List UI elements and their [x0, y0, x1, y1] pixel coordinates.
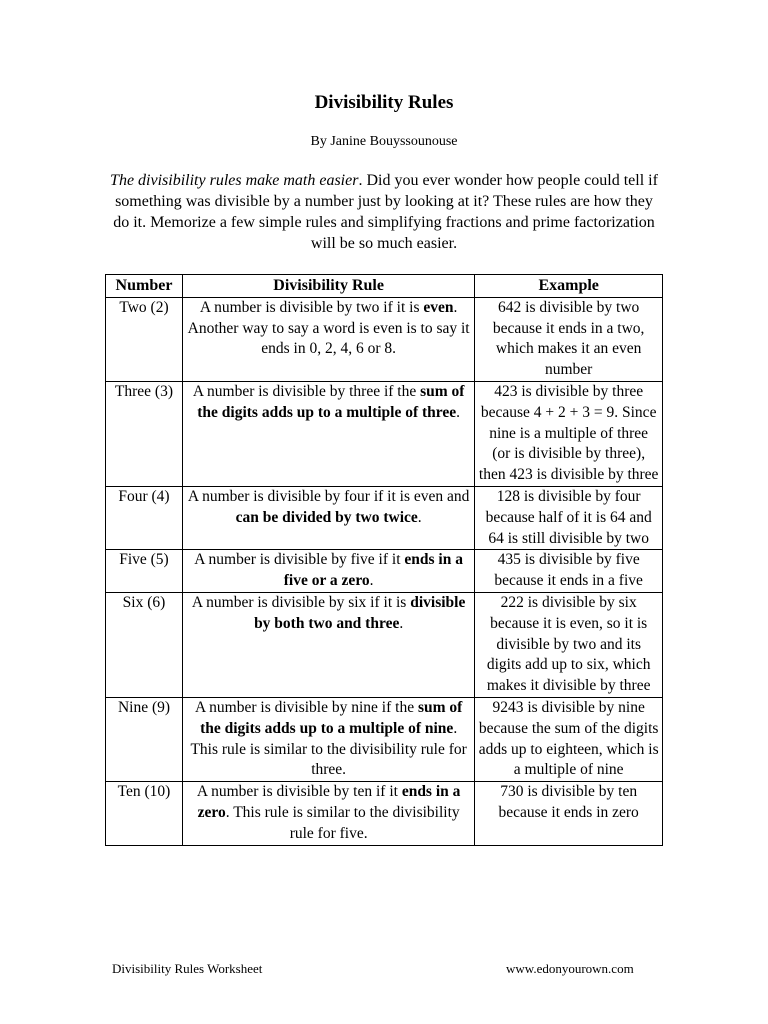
rule-text: . [369, 572, 374, 590]
rule-text: A number is divisible by three if the [192, 382, 421, 400]
table-row [106, 381, 663, 486]
footer-website: www.edonyourown.com [506, 961, 634, 976]
rule-key-phrase: ends in a five or a zero [283, 551, 463, 590]
rule-key-phrase: can be divided by two twice [235, 508, 418, 526]
rule-text: A number is divisible by five if it [194, 551, 405, 569]
cell-example: 423 is divisible by three because 4 + 2 + 3 = 9. Since nine is a multiple of three (or is divisible by three), then 423 is divisible by three [475, 381, 663, 486]
cell-rule [182, 381, 474, 486]
rule-text: . [456, 403, 461, 421]
cell-number: Nine (9) [106, 697, 183, 781]
author-byline: By Janine Bouyssounouse [310, 134, 458, 149]
rule-key-phrase: even [423, 298, 454, 316]
cell-number: Three (3) [106, 381, 183, 486]
cell-example: 222 is divisible by six because it is even, so it is divisible by two and its digits add up to six, which makes it divisible by three [475, 592, 663, 697]
divisibility-rules-table [105, 274, 663, 846]
page-title: Divisibility Rules [314, 92, 454, 113]
cell-number: Five (5) [106, 550, 183, 593]
footer-worksheet-title: Divisibility Rules Worksheet [112, 961, 263, 976]
cell-example: 435 is divisible by five because it ends in a five [475, 550, 663, 593]
rule-key-phrase: sum of the digits adds up to a multiple of nine [200, 698, 463, 737]
cell-rule [182, 297, 474, 381]
header-number: Number [106, 275, 183, 298]
cell-example: 730 is divisible by ten because it ends in zero [475, 782, 663, 845]
rule-text: A number is divisible by two if it is [199, 298, 424, 316]
intro-text: . Did you ever wonder how people could tell if something was divisible by a number just by looking at it? These rules are how they do it. Memorize a few simple rules and simplifying fractions and prime factorization will be so much easier. [113, 172, 658, 252]
rule-text: . [417, 508, 422, 526]
table-row [106, 486, 663, 549]
cell-number: Four (4) [106, 486, 183, 549]
table-row [106, 297, 663, 381]
rule-text: A number is divisible by four if it is even and [187, 487, 470, 505]
rule-text: A number is divisible by six if it is [191, 593, 411, 611]
header-example: Example [475, 275, 663, 298]
cell-example: 642 is divisible by two because it ends in a two, which makes it an even number [475, 297, 663, 381]
cell-example: 9243 is divisible by nine because the sum of the digits adds up to eighteen, which is a multiple of nine [475, 697, 663, 781]
rule-key-phrase: sum of the digits adds up to a multiple of three [197, 382, 465, 421]
intro-emphasis: The divisibility rules make math easier [110, 172, 359, 189]
header-divisibility-rule: Divisibility Rule [182, 275, 474, 298]
cell-number: Two (2) [106, 297, 183, 381]
rule-text: . [399, 614, 404, 632]
rule-text: . Another way to say a word is even is to say it ends in 0, 2, 4, 6 or 8. [187, 298, 470, 358]
rule-key-phrase: divisible by both two and three [254, 593, 466, 632]
table-row [106, 697, 663, 781]
cell-rule [182, 486, 474, 549]
rule-key-phrase: ends in a zero [197, 783, 461, 821]
table-header-row [106, 275, 663, 298]
table-row [106, 782, 663, 845]
rule-text: . This rule is similar to the divisibility rule for five. [225, 803, 460, 842]
cell-number: Ten (10) [106, 782, 183, 845]
rule-text: . This rule is similar to the divisibility rule for three. [190, 719, 467, 779]
cell-number: Six (6) [106, 592, 183, 697]
intro-paragraph [106, 170, 662, 254]
cell-rule [182, 697, 474, 781]
cell-rule [182, 592, 474, 697]
rule-text: A number is divisible by ten if it [196, 783, 402, 801]
table-row [106, 592, 663, 697]
cell-example: 128 is divisible by four because half of it is 64 and 64 is still divisible by two [475, 486, 663, 549]
table-row [106, 550, 663, 593]
cell-rule [182, 782, 474, 845]
cell-rule [182, 550, 474, 593]
rule-text: A number is divisible by nine if the [194, 698, 418, 716]
